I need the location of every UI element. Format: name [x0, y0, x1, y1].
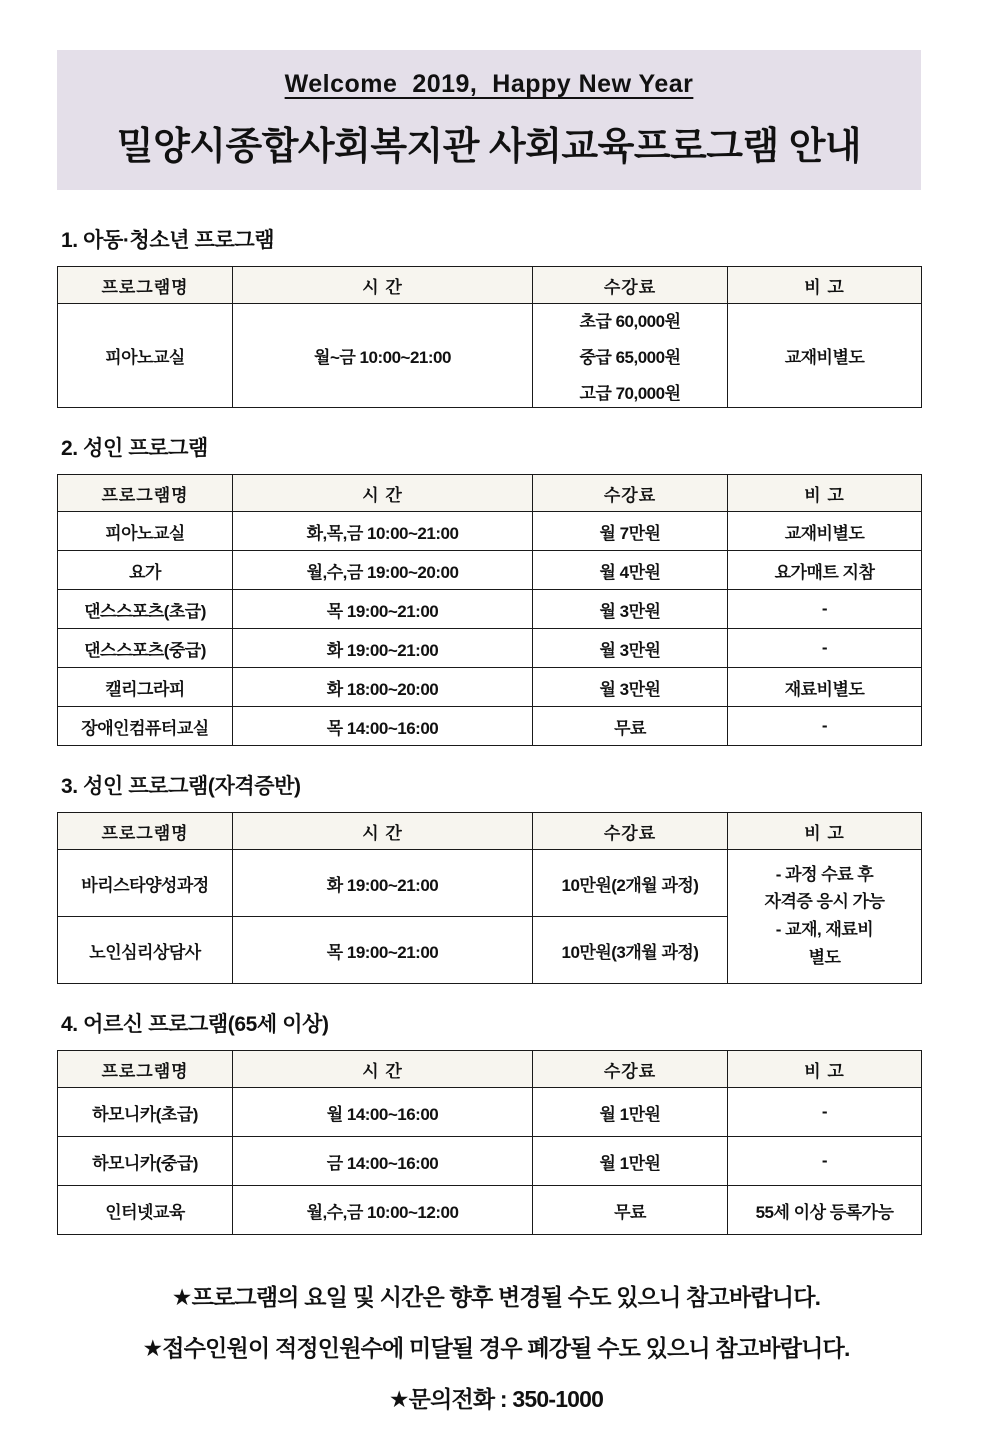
cell-program: 요가 — [58, 551, 233, 590]
cell-program: 바리스타양성과정 — [58, 850, 233, 917]
table-row — [58, 551, 922, 590]
table-row — [58, 1137, 922, 1186]
cell-fee: 월 4만원 — [533, 551, 728, 590]
table-header-row — [58, 1051, 922, 1088]
cell-time: 화,목,금 10:00~21:00 — [233, 512, 533, 551]
section-adult — [57, 432, 935, 746]
fee-line-intermediate: 중급 65,000원 — [579, 348, 681, 367]
footer-note-min-enrollment: ★접수인원이 적정인원수에 미달될 경우 폐강될 수도 있으니 참고바랍니다. — [142, 1335, 850, 1361]
cell-program: 댄스스포츠(중급) — [58, 629, 233, 668]
cell-fee — [533, 304, 728, 408]
column-header-time: 시 간 — [233, 1051, 533, 1088]
column-header-note: 비 고 — [728, 1051, 922, 1088]
column-header-time: 시 간 — [233, 475, 533, 512]
section-heading-3: 3. 성인 프로그램(자격증반) — [61, 775, 301, 798]
column-header-note: 비 고 — [728, 813, 922, 850]
note-line-3: - 교재, 재료비 — [775, 920, 874, 939]
cell-time: 월,수,금 19:00~20:00 — [233, 551, 533, 590]
cell-time: 금 14:00~16:00 — [233, 1137, 533, 1186]
cell-fee: 월 1만원 — [533, 1088, 728, 1137]
section-heading-2: 2. 성인 프로그램 — [61, 437, 208, 460]
cell-note: - — [728, 707, 922, 746]
table-row — [58, 304, 922, 408]
cell-time: 목 19:00~21:00 — [233, 590, 533, 629]
cell-time: 화 18:00~20:00 — [233, 668, 533, 707]
table-header-row — [58, 267, 922, 304]
cell-time: 월 14:00~16:00 — [233, 1088, 533, 1137]
footer-notes — [57, 1279, 935, 1414]
table-row — [58, 707, 922, 746]
cell-program: 피아노교실 — [58, 304, 233, 408]
cell-note: 교재비별도 — [728, 512, 922, 551]
column-header-time: 시 간 — [233, 813, 533, 850]
section-children-youth — [57, 224, 935, 408]
column-header-fee: 수강료 — [533, 475, 728, 512]
cell-fee: 월 7만원 — [533, 512, 728, 551]
banner-subtitle: Welcome 2019, Happy New Year — [284, 70, 694, 98]
table-row — [58, 668, 922, 707]
cell-program: 하모니카(초급) — [58, 1088, 233, 1137]
section-adult-certification — [57, 770, 935, 984]
cell-program: 인터넷교육 — [58, 1186, 233, 1235]
table-row — [58, 1088, 922, 1137]
cell-note: 55세 이상 등록가능 — [728, 1186, 922, 1235]
table-header-row — [58, 813, 922, 850]
footer-note-phone: ★문의전화 : 350-1000 — [388, 1386, 604, 1412]
table-row — [58, 850, 922, 917]
column-header-fee: 수강료 — [533, 267, 728, 304]
section-senior — [57, 1008, 935, 1235]
program-flyer-page — [0, 50, 992, 1453]
cell-note: - — [728, 1088, 922, 1137]
column-header-fee: 수강료 — [533, 813, 728, 850]
note-line-1: - 과정 수료 후 — [775, 864, 874, 884]
cell-fee: 월 3만원 — [533, 629, 728, 668]
cell-program: 피아노교실 — [58, 512, 233, 551]
cell-time: 화 19:00~21:00 — [233, 850, 533, 917]
table-header-row — [58, 475, 922, 512]
cell-program: 댄스스포츠(초급) — [58, 590, 233, 629]
fee-line-beginner: 초급 60,000원 — [579, 312, 681, 331]
program-table-4 — [57, 1050, 922, 1235]
cell-note: - — [728, 629, 922, 668]
cell-time: 목 14:00~16:00 — [233, 707, 533, 746]
program-table-3 — [57, 812, 922, 984]
table-row — [58, 590, 922, 629]
section-heading-4: 4. 어르신 프로그램(65세 이상) — [61, 1013, 329, 1036]
cell-program: 하모니카(중급) — [58, 1137, 233, 1186]
cell-note-merged — [728, 850, 922, 984]
column-header-program: 프로그램명 — [58, 475, 233, 512]
cell-fee: 월 1만원 — [533, 1137, 728, 1186]
cell-fee: 10만원(3개월 과정) — [533, 917, 728, 984]
cell-note: 재료비별도 — [728, 668, 922, 707]
cell-time: 월,수,금 10:00~12:00 — [233, 1186, 533, 1235]
column-header-program: 프로그램명 — [58, 1051, 233, 1088]
cell-time: 화 19:00~21:00 — [233, 629, 533, 668]
cell-program: 캘리그라피 — [58, 668, 233, 707]
cell-note: - — [728, 590, 922, 629]
cell-fee: 무료 — [533, 707, 728, 746]
cell-fee: 월 3만원 — [533, 590, 728, 629]
cell-time: 월~금 10:00~21:00 — [233, 304, 533, 408]
note-line-2: 자격증 응시 가능 — [764, 892, 885, 912]
header-banner — [57, 50, 921, 190]
column-header-fee: 수강료 — [533, 1051, 728, 1088]
fee-line-advanced: 고급 70,000원 — [579, 384, 681, 403]
cell-program: 노인심리상담사 — [58, 917, 233, 984]
cell-note: - — [728, 1137, 922, 1186]
table-row — [58, 512, 922, 551]
cell-time: 목 19:00~21:00 — [233, 917, 533, 984]
cell-note: 요가매트 지참 — [728, 551, 922, 590]
column-header-note: 비 고 — [728, 267, 922, 304]
cell-fee: 월 3만원 — [533, 668, 728, 707]
column-header-program: 프로그램명 — [58, 813, 233, 850]
column-header-program: 프로그램명 — [58, 267, 233, 304]
table-row — [58, 629, 922, 668]
page-title: 밀양시종합사회복지관 사회교육프로그램 안내 — [116, 126, 862, 168]
column-header-note: 비 고 — [728, 475, 922, 512]
program-table-2 — [57, 474, 922, 746]
program-table-1 — [57, 266, 922, 408]
cell-program: 장애인컴퓨터교실 — [58, 707, 233, 746]
cell-note: 교재비별도 — [728, 304, 922, 408]
note-line-4: 별도 — [808, 947, 841, 967]
section-heading-1: 1. 아동·청소년 프로그램 — [61, 229, 275, 252]
column-header-time: 시 간 — [233, 267, 533, 304]
table-row — [58, 1186, 922, 1235]
cell-fee: 10만원(2개월 과정) — [533, 850, 728, 917]
cell-fee: 무료 — [533, 1186, 728, 1235]
footer-note-schedule-change: ★프로그램의 요일 및 시간은 향후 변경될 수도 있으니 참고바랍니다. — [171, 1284, 821, 1310]
